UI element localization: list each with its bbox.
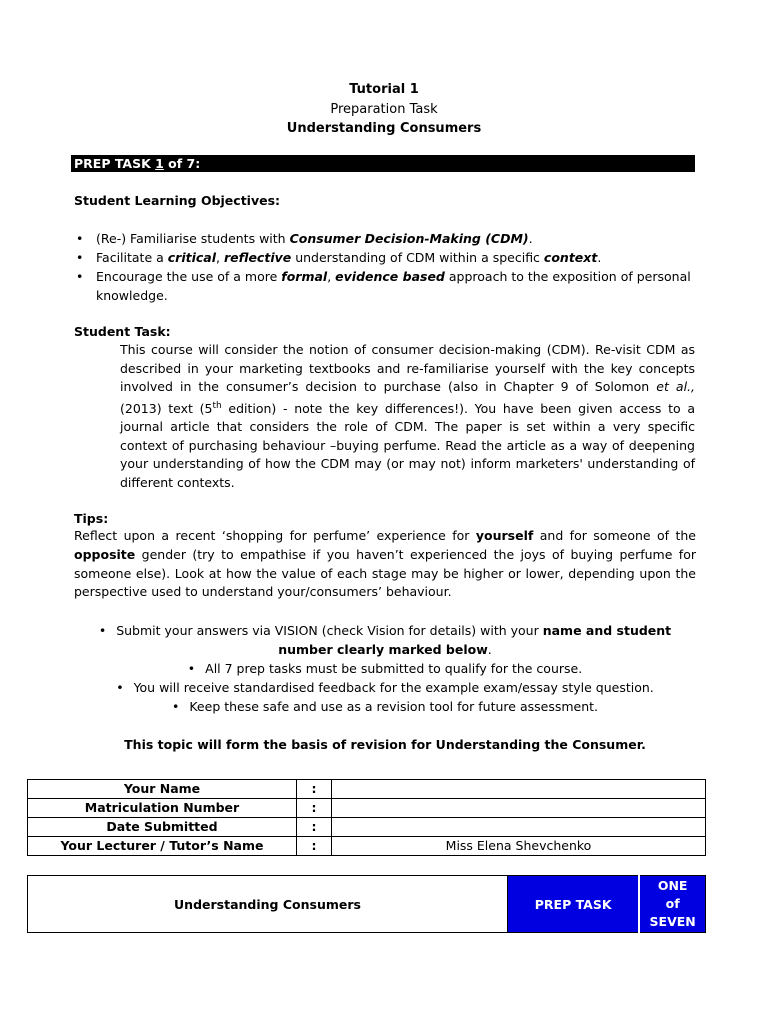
task-text: edition) - note the key differences!). You have been given access to a journal article that considers the role of CDM. The paper is set within a very specific context of purchasing behaviour –buying perfume. Read the article as a way of deepening your understanding of how the CDM may (or may not) inform marketers' understanding of different contexts.	[120, 400, 695, 490]
bullet-dot: •	[98, 623, 107, 638]
bullet-dot: •	[187, 661, 196, 676]
footer-number-total: SEVEN	[649, 914, 696, 929]
row-colon: :	[297, 818, 332, 837]
prep-bar-suffix: of 7:	[163, 156, 201, 171]
tutorial-topic: Understanding Consumers	[286, 121, 482, 136]
table-row	[28, 799, 706, 818]
footer-box	[27, 875, 706, 933]
prep-bar-prefix: PREP TASK	[74, 156, 156, 171]
tutorial-subtitle: Preparation Task	[330, 101, 438, 117]
submission-text: Keep these safe and use as a revision tool for future assessment.	[189, 699, 599, 714]
submission-text: All 7 prep tasks must be submitted to qualify for the course.	[205, 661, 583, 676]
row-colon: :	[297, 837, 332, 856]
task-paragraph	[120, 341, 695, 492]
tips-emphasis: yourself	[475, 528, 534, 543]
bullet-dot: •	[171, 699, 180, 714]
submission-text: .	[487, 642, 492, 657]
objectives-list	[74, 229, 694, 305]
document-header	[0, 80, 768, 139]
objective-emphasis: reflective	[223, 250, 292, 265]
submission-bullet	[74, 621, 696, 640]
objective-emphasis: Consumer Decision-Making (CDM)	[289, 231, 529, 246]
tips-paragraph	[74, 527, 696, 602]
submission-bullet	[74, 659, 696, 678]
prep-bar-number: 1	[155, 156, 164, 171]
submission-emphasis: number clearly marked below	[278, 642, 488, 657]
submission-text: You will receive standardised feedback for the example exam/essay style question.	[133, 680, 654, 695]
tips-text: gender (try to empathise if you haven’t experienced the joys of buying perfume for someone else). Look at how the value of each stage may be higher or lower, depending upon the perspective used to understand your/consumers’ behaviour.	[74, 546, 696, 600]
objective-text: Encourage the use of a more	[96, 269, 282, 284]
objective-item	[74, 267, 694, 305]
objective-text: Facilitate a	[96, 250, 168, 265]
row-colon: :	[297, 799, 332, 818]
objective-emphasis: context	[543, 250, 598, 265]
tips-text: Reflect upon a recent ‘shopping for perfume’ experience for	[74, 528, 476, 543]
tutor-name-value: Miss Elena Shevchenko	[332, 837, 706, 856]
student-info-table	[27, 779, 706, 856]
revision-note: This topic will form the basis of revision for Understanding the Consumer.	[124, 737, 646, 752]
objective-text: understanding of CDM within a specific	[291, 250, 544, 265]
name-field[interactable]	[332, 780, 706, 799]
footer-prep-label: PREP TASK	[508, 876, 640, 933]
task-text: (2013) text (5	[120, 400, 213, 416]
footer-course-name: Understanding Consumers	[28, 876, 508, 933]
objective-item	[74, 229, 694, 248]
bullet-dot: •	[116, 680, 124, 695]
objective-text: .	[528, 231, 533, 246]
task-superscript: th	[212, 400, 222, 411]
row-label: Your Name	[28, 780, 297, 799]
prep-task-bar	[71, 155, 695, 172]
objective-emphasis: formal	[281, 269, 328, 284]
footer-number-word: ONE	[657, 878, 688, 893]
objective-text: ,	[327, 269, 336, 284]
footer-number-of: of	[665, 896, 680, 911]
submission-bullet	[74, 678, 696, 697]
submission-text: Submit your answers via VISION (check Vision for details) with your	[116, 623, 543, 638]
date-field[interactable]	[332, 818, 706, 837]
row-label: Date Submitted	[28, 818, 297, 837]
objective-text: (Re-) Familiarise students with	[96, 231, 290, 246]
row-colon: :	[297, 780, 332, 799]
objective-text: .	[597, 250, 602, 265]
submission-bullet-cont	[74, 640, 696, 659]
task-citation: et al.,	[656, 379, 695, 394]
footer-task-number	[639, 876, 705, 933]
tips-heading: Tips:	[74, 511, 109, 526]
tips-text: and for someone of the	[533, 528, 696, 543]
objective-emphasis: evidence based	[335, 269, 445, 284]
table-row	[28, 780, 706, 799]
table-row	[28, 818, 706, 837]
matriculation-field[interactable]	[332, 799, 706, 818]
objective-text: approach to the exposition of personal knowledge.	[96, 269, 691, 303]
tips-emphasis: opposite	[74, 546, 136, 562]
objective-text: ,	[216, 250, 224, 265]
objectives-heading: Student Learning Objectives:	[74, 193, 281, 208]
task-heading: Student Task:	[74, 324, 171, 339]
row-label: Your Lecturer / Tutor’s Name	[28, 837, 297, 856]
submission-bullet	[74, 697, 696, 716]
objective-emphasis: critical	[167, 250, 217, 265]
table-row	[28, 837, 706, 856]
submission-emphasis: name and student	[542, 623, 672, 638]
objective-item	[74, 248, 694, 267]
task-text: This course will consider the notion of consumer decision-making (CDM). Re-visit CDM as described in your marketing textbooks and re-familiarise yourself with the key concepts involved in the consumer’s decision to purchase (also in Chapter 9 of Solomon	[120, 342, 695, 394]
tutorial-title: Tutorial 1	[349, 82, 419, 97]
row-label: Matriculation Number	[28, 799, 297, 818]
